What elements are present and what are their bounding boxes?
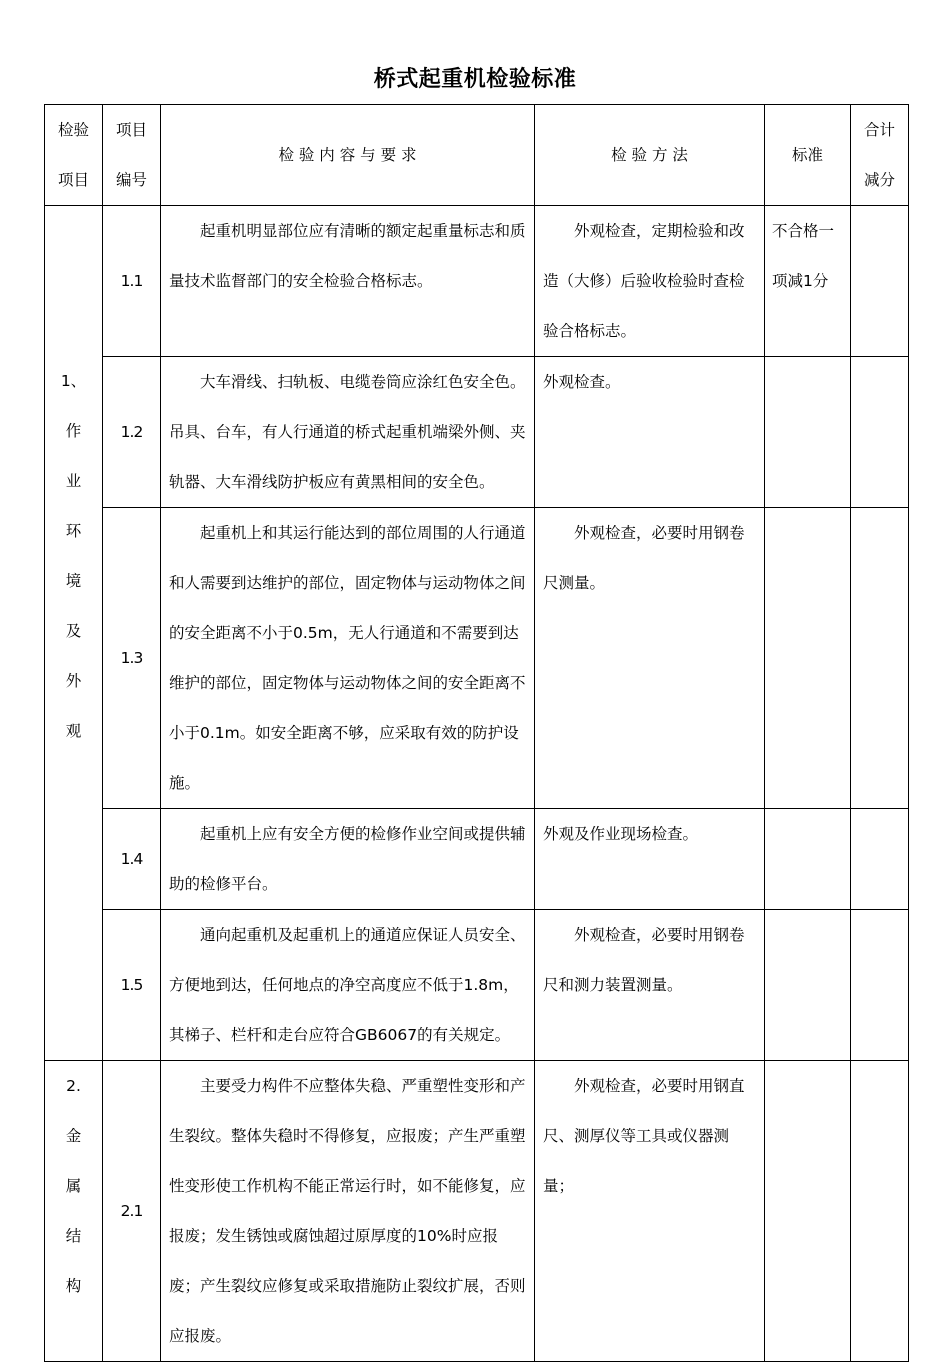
item-content (161, 1061, 535, 1362)
item-content (161, 206, 535, 357)
item-content-text: 起重机上和其运行能达到的部位周围的人行通道和人需要到达维护的部位，固定物体与运动物体之间的安全距离不小于0.5m，无人行通道和不需要到达维护的部位，固定物体与运动物体之间的安全距离不小于0.1m。如安全距离不够，应采取有效的防护设施。 (169, 524, 526, 792)
item-method-text: 外观及作业现场检查。 (543, 825, 699, 843)
item-standard (765, 508, 851, 809)
item-content (161, 910, 535, 1061)
item-content-text: 起重机明显部位应有清晰的额定起重量标志和质量技术监督部门的安全检验合格标志。 (169, 222, 526, 290)
header-category (45, 105, 103, 206)
table-row (45, 508, 909, 809)
table-row (45, 910, 909, 1061)
table-row (45, 357, 909, 508)
category-char: 外 (65, 672, 82, 690)
header-item-number-line2: 编号 (115, 171, 147, 189)
header-category-line2: 项目 (57, 171, 89, 189)
category-char: 及 (65, 622, 82, 640)
header-item-number (103, 105, 161, 206)
item-deduction (851, 206, 909, 357)
category-cell (45, 1061, 103, 1362)
item-number: 1.4 (103, 809, 161, 910)
item-method-text: 外观检查，定期检验和改造（大修）后验收检验时查检验合格标志。 (543, 222, 745, 340)
header-deduction-line1: 合计 (863, 121, 895, 139)
item-number: 1.5 (103, 910, 161, 1061)
item-standard (765, 809, 851, 910)
header-row (45, 105, 909, 206)
item-deduction (851, 357, 909, 508)
table-row (45, 809, 909, 910)
item-method (535, 508, 765, 809)
item-deduction (851, 508, 909, 809)
item-method (535, 809, 765, 910)
item-content-text: 通向起重机及起重机上的通道应保证人员安全、方便地到达，任何地点的净空高度应不低于1.8m，其梯子、栏杆和走台应符合GB6067的有关规定。 (169, 926, 526, 1044)
item-standard (765, 1061, 851, 1362)
item-number: 1.1 (103, 206, 161, 357)
item-deduction (851, 910, 909, 1061)
item-method-text: 外观检查，必要时用钢直尺、测厚仪等工具或仪器测量； (543, 1077, 745, 1195)
header-deduction-line2: 减分 (863, 171, 895, 189)
category-char: 境 (65, 572, 82, 590)
item-standard (765, 910, 851, 1061)
item-number: 1.3 (103, 508, 161, 809)
item-content-text: 主要受力构件不应整体失稳、严重塑性变形和产生裂纹。整体失稳时不得修复，应报废；产生严重塑性变形使工作机构不能正常运行时，如不能修复，应报废；发生锈蚀或腐蚀超过原厚度的10%时应报废；产生裂纹应修复或采取措施防止裂纹扩展，否则应报废。 (169, 1077, 526, 1345)
category-char: 环 (65, 522, 82, 540)
header-standard: 标准 (765, 105, 851, 206)
category-char: 观 (65, 722, 82, 740)
category-char: 金 (65, 1127, 82, 1145)
item-number: 2.1 (103, 1061, 161, 1362)
item-content (161, 809, 535, 910)
category-char: 结 (65, 1227, 82, 1245)
item-method (535, 910, 765, 1061)
category-char: 1、 (60, 372, 87, 390)
category-char: 属 (65, 1177, 82, 1195)
item-standard (765, 357, 851, 508)
category-char: 2. (66, 1077, 81, 1095)
item-deduction (851, 1061, 909, 1362)
category-cell (45, 206, 103, 1061)
category-char: 构 (65, 1277, 82, 1295)
item-content-text: 大车滑线、扫轨板、电缆卷筒应涂红色安全色。吊具、台车，有人行通道的桥式起重机端梁外侧、夹轨器、大车滑线防护板应有黄黑相间的安全色。 (169, 373, 526, 491)
inspection-table (44, 104, 909, 1362)
item-content-text: 起重机上应有安全方便的检修作业空间或提供辅助的检修平台。 (169, 825, 526, 893)
header-deduction (851, 105, 909, 206)
header-item-number-line1: 项目 (115, 121, 147, 139)
item-content (161, 357, 535, 508)
item-content (161, 508, 535, 809)
header-content: 检 验 内 容 与 要 求 (161, 105, 535, 206)
item-method-text: 外观检查，必要时用钢卷尺测量。 (543, 524, 745, 592)
item-number: 1.2 (103, 357, 161, 508)
category-char: 业 (65, 472, 82, 490)
item-method-text: 外观检查，必要时用钢卷尺和测力装置测量。 (543, 926, 745, 994)
item-method (535, 206, 765, 357)
category-char: 作 (65, 422, 82, 440)
table-row (45, 1061, 909, 1362)
table-row (45, 206, 909, 357)
header-category-line1: 检验 (57, 121, 89, 139)
page-title: 桥式起重机检验标准 (373, 67, 577, 92)
header-method: 检 验 方 法 (535, 105, 765, 206)
item-standard: 不合格一项减1分 (765, 206, 851, 357)
item-method (535, 1061, 765, 1362)
item-deduction (851, 809, 909, 910)
item-method (535, 357, 765, 508)
item-method-text: 外观检查。 (543, 373, 621, 391)
